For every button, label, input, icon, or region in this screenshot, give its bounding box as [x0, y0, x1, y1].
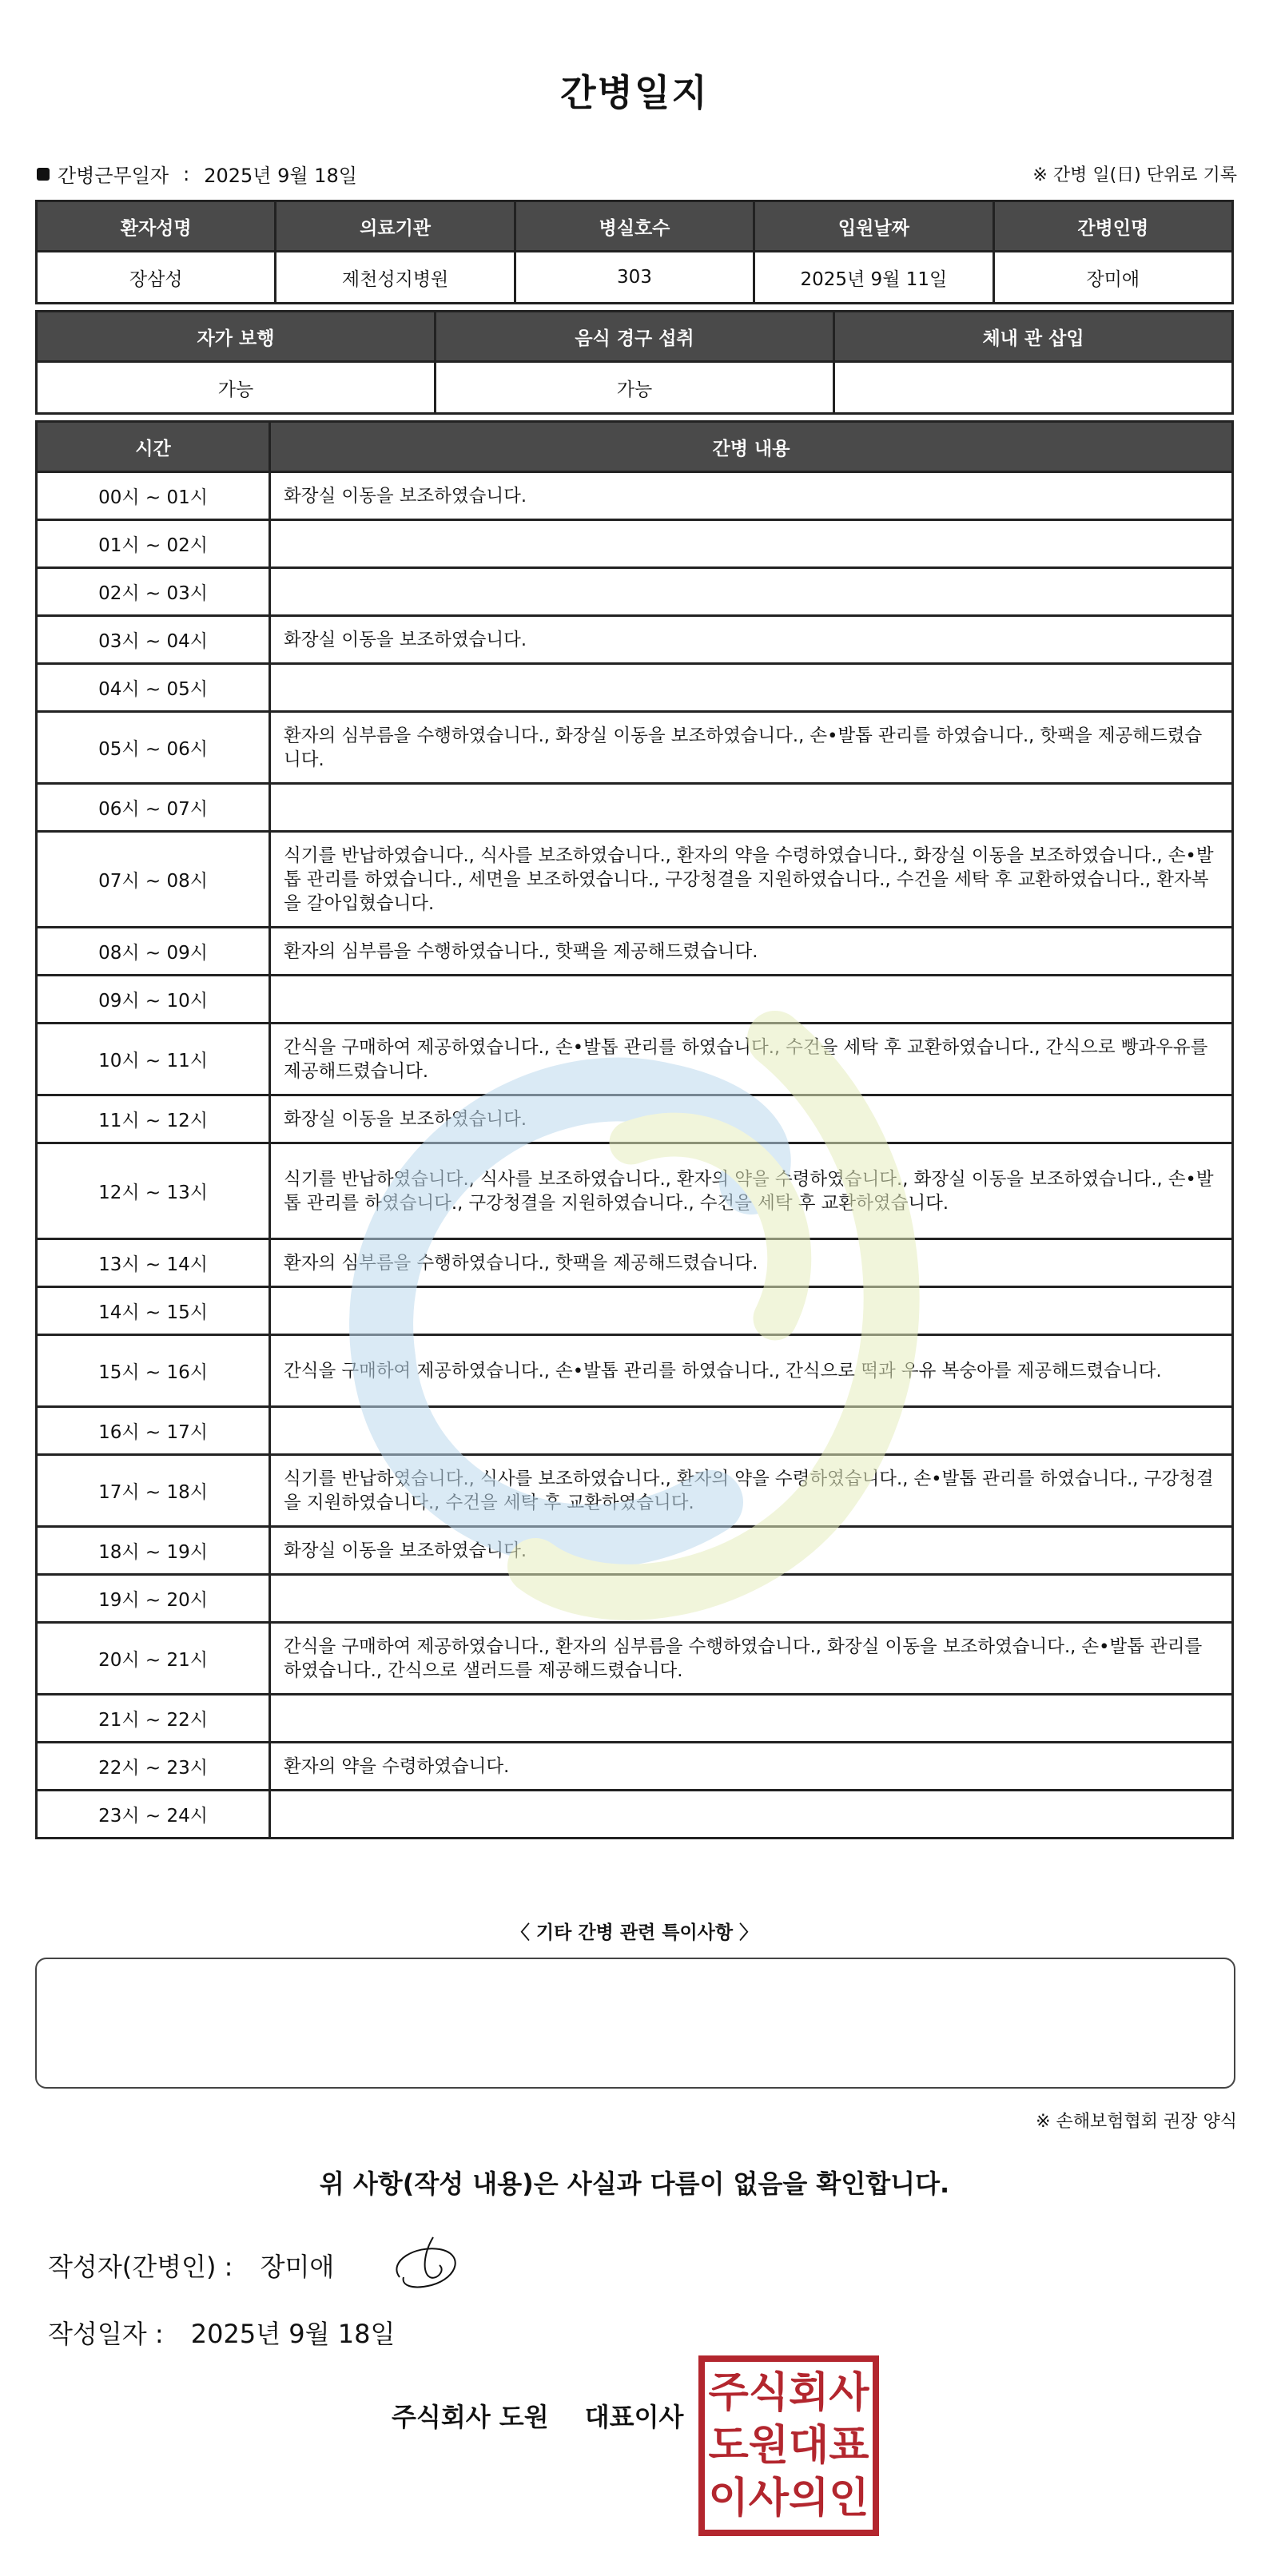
content-cell	[270, 1407, 1233, 1455]
written-date-value: 2025년 9월 18일	[190, 2319, 396, 2349]
table-row	[37, 1695, 1233, 1743]
content-cell: 환자의 심부름을 수행하였습니다., 핫팩을 제공해드렸습니다.	[270, 1239, 1233, 1287]
confirmation-statement: 위 사항(작성 내용)은 사실과 다름이 없음을 확인합니다.	[319, 2169, 950, 2199]
writer-name: 장미애	[260, 2252, 335, 2282]
table-row	[37, 928, 1233, 976]
self-walking: 가능	[37, 362, 436, 414]
table-row	[37, 1407, 1233, 1455]
content-cell	[270, 520, 1233, 568]
work-date-separator: :	[183, 162, 190, 185]
content-cell	[270, 568, 1233, 616]
table-row	[37, 1527, 1233, 1575]
header-tube-insertion: 체내 관 삽입	[834, 312, 1233, 362]
time-cell: 10시 ~ 11시	[37, 1024, 270, 1095]
header-care-content: 간병 내용	[270, 422, 1233, 472]
content-cell: 화장실 이동을 보조하였습니다.	[270, 616, 1233, 664]
time-cell: 08시 ~ 09시	[37, 928, 270, 976]
content-cell: 간식을 구매하여 제공하였습니다., 손•발톱 관리를 하였습니다., 수건을 세탁 후 교환하였습니다., 간식으로 빵과우유를 제공해드렸습니다.	[270, 1024, 1233, 1095]
content-cell	[270, 1575, 1233, 1623]
time-cell: 00시 ~ 01시	[37, 472, 270, 520]
signature-image	[384, 2229, 471, 2301]
seal-line-3: 이사의인	[708, 2475, 869, 2522]
bullet-square-icon	[37, 168, 50, 181]
time-cell: 07시 ~ 08시	[37, 832, 270, 928]
table-row	[37, 1095, 1233, 1143]
content-cell: 식기를 반납하였습니다., 식사를 보조하였습니다., 환자의 약을 수령하였습니다., 손•발톱 관리를 하였습니다., 구강청결을 지원하였습니다., 수건을 세탁 후 교환하였습니다.	[270, 1455, 1233, 1527]
content-cell	[270, 1287, 1233, 1335]
time-cell: 19시 ~ 20시	[37, 1575, 270, 1623]
time-cell: 21시 ~ 22시	[37, 1695, 270, 1743]
time-cell: 06시 ~ 07시	[37, 784, 270, 832]
time-cell: 09시 ~ 10시	[37, 976, 270, 1024]
time-cell: 05시 ~ 06시	[37, 712, 270, 784]
company-seal-stamp	[697, 2354, 881, 2538]
time-cell: 04시 ~ 05시	[37, 664, 270, 712]
patient-name: 장삼성	[37, 252, 276, 304]
content-cell: 간식을 구매하여 제공하였습니다., 환자의 심부름을 수행하였습니다., 화장실 이동을 보조하였습니다., 손•발톱 관리를 하였습니다., 간식으로 샐러드를 제공해드렸습니다.	[270, 1623, 1233, 1695]
content-cell	[270, 1695, 1233, 1743]
special-notes-label: 〈 기타 간병 관련 특이사항 〉	[511, 1922, 758, 1943]
table-row	[37, 1623, 1233, 1695]
time-cell: 11시 ~ 12시	[37, 1095, 270, 1143]
header-oral-intake: 음식 경구 섭취	[436, 312, 834, 362]
table-row	[37, 1287, 1233, 1335]
table-row	[37, 1239, 1233, 1287]
special-notes-box	[35, 1958, 1235, 2089]
time-cell: 12시 ~ 13시	[37, 1143, 270, 1239]
table-row	[37, 1024, 1233, 1095]
header-hospital: 의료기관	[276, 201, 515, 252]
content-cell: 식기를 반납하였습니다., 식사를 보조하였습니다., 환자의 약을 수령하였습니다., 화장실 이동을 보조하였습니다., 손•발톱 관리를 하였습니다., 구강청결을 지원하였습니다., 수건을 세탁 후 교환하였습니다.	[270, 1143, 1233, 1239]
content-cell: 간식을 구매하여 제공하였습니다., 손•발톱 관리를 하였습니다., 간식으로 떡과 우유 복숭아를 제공해드렸습니다.	[270, 1335, 1233, 1407]
written-date-label: 작성일자 :	[48, 2319, 164, 2349]
work-date	[37, 160, 357, 188]
oral-intake: 가능	[436, 362, 834, 414]
hospital: 제천성지병원	[276, 252, 515, 304]
content-cell: 환자의 약을 수령하였습니다.	[270, 1743, 1233, 1791]
time-cell: 20시 ~ 21시	[37, 1623, 270, 1695]
written-date-line	[48, 2314, 395, 2351]
time-cell: 14시 ~ 15시	[37, 1287, 270, 1335]
table-row	[37, 1455, 1233, 1527]
header-self-walking: 자가 보행	[37, 312, 436, 362]
content-cell: 식기를 반납하였습니다., 식사를 보조하였습니다., 환자의 약을 수령하였습니다., 화장실 이동을 보조하였습니다., 손•발톱 관리를 하였습니다., 세면을 보조하였습니다., 구강청결을 지원하였습니다., 수건을 세탁 후 교환하였습니다., 환자복을 갈아입혔습니다.	[270, 832, 1233, 928]
caregiver-name: 장미애	[993, 252, 1232, 304]
header-time: 시간	[37, 422, 270, 472]
table-row	[37, 472, 1233, 520]
table-row	[37, 664, 1233, 712]
writer-line	[48, 2247, 334, 2284]
header-room: 병실호수	[515, 201, 754, 252]
content-cell: 화장실 이동을 보조하였습니다.	[270, 472, 1233, 520]
writer-label: 작성자(간병인) :	[48, 2252, 233, 2282]
content-cell	[270, 784, 1233, 832]
seal-line-1: 주식회사	[708, 2369, 869, 2417]
time-cell: 03시 ~ 04시	[37, 616, 270, 664]
table-row	[37, 1743, 1233, 1791]
table-row	[37, 832, 1233, 928]
table-row	[37, 1335, 1233, 1407]
content-cell: 환자의 심부름을 수행하였습니다., 핫팩을 제공해드렸습니다.	[270, 928, 1233, 976]
table-row	[37, 616, 1233, 664]
time-cell: 17시 ~ 18시	[37, 1455, 270, 1527]
content-cell: 화장실 이동을 보조하였습니다.	[270, 1095, 1233, 1143]
room-number: 303	[515, 252, 754, 304]
tube-insertion	[834, 362, 1233, 414]
table-row	[37, 784, 1233, 832]
time-cell: 15시 ~ 16시	[37, 1335, 270, 1407]
time-cell: 13시 ~ 14시	[37, 1239, 270, 1287]
admission-date: 2025년 9월 11일	[754, 252, 993, 304]
time-cell: 01시 ~ 02시	[37, 520, 270, 568]
care-log-table	[35, 420, 1234, 1839]
company-name: 주식회사 도원	[392, 2402, 549, 2432]
form-note: ※ 손해보험협회 권장 양식	[1036, 2112, 1237, 2132]
header-admission-date: 입원날짜	[754, 201, 993, 252]
document-title: 간병일지	[560, 71, 709, 114]
work-date-label: 간병근무일자	[58, 165, 169, 187]
header-caregiver-name: 간병인명	[993, 201, 1232, 252]
content-cell: 화장실 이동을 보조하였습니다.	[270, 1527, 1233, 1575]
time-cell: 22시 ~ 23시	[37, 1743, 270, 1791]
table-row	[37, 1575, 1233, 1623]
table-row	[37, 1143, 1233, 1239]
content-cell	[270, 664, 1233, 712]
time-cell: 16시 ~ 17시	[37, 1407, 270, 1455]
company-line	[392, 2397, 683, 2434]
work-date-value: 2025년 9월 18일	[204, 165, 357, 187]
content-cell	[270, 976, 1233, 1024]
table-row	[37, 976, 1233, 1024]
header-patient-name: 환자성명	[37, 201, 276, 252]
table-row	[37, 568, 1233, 616]
content-cell	[270, 1791, 1233, 1839]
content-cell: 환자의 심부름을 수행하였습니다., 화장실 이동을 보조하였습니다., 손•발톱 관리를 하였습니다., 핫팩을 제공해드렸습니다.	[270, 712, 1233, 784]
table-row	[37, 1791, 1233, 1839]
patient-info-table	[35, 200, 1234, 304]
time-cell: 23시 ~ 24시	[37, 1791, 270, 1839]
time-cell: 02시 ~ 03시	[37, 568, 270, 616]
unit-note: ※ 간병 일(日) 단위로 기록	[1032, 165, 1237, 185]
time-cell: 18시 ~ 19시	[37, 1527, 270, 1575]
table-row	[37, 712, 1233, 784]
table-row	[37, 520, 1233, 568]
seal-line-2: 도원대표	[708, 2422, 869, 2470]
ceo-label: 대표이사	[584, 2402, 684, 2432]
ability-table	[35, 310, 1234, 415]
